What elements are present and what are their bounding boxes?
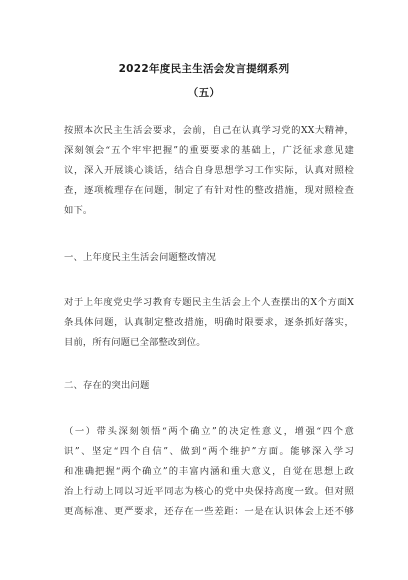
document-title: 2022年度民主生活会发言提纲系列	[118, 63, 290, 75]
section-1-heading: 一、上年度民主生活会问题整改情况	[64, 252, 216, 263]
section-2-line-1: （一）带头深刻领悟“两个确立”的决定性意义，增强“四个意	[64, 426, 354, 437]
document-subtitle: （五）	[187, 87, 221, 99]
intro-line-1: 按照本次民主生活会要求，会前，自己在认真学习党的XX大精神，	[64, 125, 354, 136]
section-1-line-3: 目前，所有问题已全部整改到位。	[64, 337, 206, 348]
intro-line-5: 如下。	[64, 205, 93, 216]
section-1-line-1: 对于上年度党史学习教育专题民主生活会上个人查摆出的X个方面X	[64, 297, 354, 308]
section-2-line-4: 治上行动上同以习近平同志为核心的党中央保持高度一致。但对照	[64, 486, 354, 497]
intro-line-3: 议，深入开展谈心谈话，结合自身思想学习工作实际，认真对照检	[64, 165, 354, 176]
section-2-heading: 二、存在的突出问题	[64, 380, 150, 391]
intro-line-4: 查，逐项梳理存在问题，制定了有针对性的整改措施，现对照检查	[64, 185, 354, 196]
section-2-line-5: 更高标准、更严要求，还存在一些差距：一是在认识体会上还不够	[64, 506, 354, 517]
section-2-line-2: 识”、坚定“四个自信”、做到“两个维护”方面。能够深入学习	[64, 446, 354, 457]
intro-line-2: 深刻领会“五个牢牢把握”的重要要求的基础上，广泛征求意见建	[64, 145, 354, 156]
section-2-line-3: 和准确把握“两个确立”的丰富内涵和重大意义，自觉在思想上政	[64, 466, 354, 477]
section-1-line-2: 条具体问题，认真制定整改措施，明确时限要求，逐条抓好落实，	[64, 317, 354, 328]
